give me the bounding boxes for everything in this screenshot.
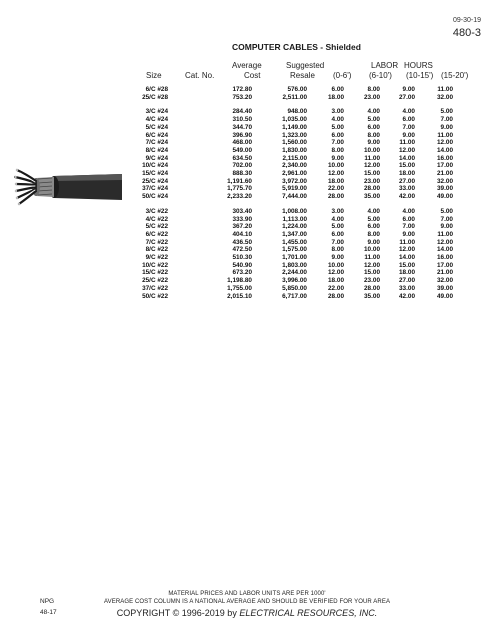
table-row xyxy=(128,132,453,140)
cell-l4: 14.00 xyxy=(437,146,453,154)
cell-cost: 1,191.60 xyxy=(227,177,252,185)
cell-l3: 14.00 xyxy=(399,154,415,162)
cell-cost: 888.30 xyxy=(232,170,252,178)
cell-l4: 5.00 xyxy=(440,108,453,116)
cell-resale: 5,919.00 xyxy=(282,185,307,193)
cell-l1: 18.00 xyxy=(328,177,344,185)
cell-resale: 948.00 xyxy=(287,108,307,116)
cell-l4: 7.00 xyxy=(440,215,453,223)
group-spacer-cell xyxy=(128,101,453,108)
cell-l1: 7.00 xyxy=(331,238,344,246)
column-header-size: Size xyxy=(146,71,162,80)
footer-note-average: AVERAGE COST COLUMN IS A NATIONAL AVERAGE AND SHOULD BE VERIFIED FOR YOUR AREA xyxy=(103,599,391,605)
cell-l1: 7.00 xyxy=(331,139,344,147)
table-row xyxy=(128,231,453,239)
cell-resale: 1,224.00 xyxy=(282,223,307,231)
cell-cost: 540.90 xyxy=(232,261,252,269)
cell-l1: 12.00 xyxy=(328,269,344,277)
cell-l1: 9.00 xyxy=(331,154,344,162)
cell-l3: 15.00 xyxy=(399,261,415,269)
table-row xyxy=(128,223,453,231)
table-row xyxy=(128,262,453,270)
table-row xyxy=(128,147,453,155)
cell-size: 8/C #24 xyxy=(145,146,168,154)
column-header-cost: Cost xyxy=(244,71,261,80)
cell-l2: 23.00 xyxy=(364,177,380,185)
cell-size: 25/C #24 xyxy=(142,177,168,185)
cell-size: 3/C #22 xyxy=(145,207,168,215)
column-header-suggested: Suggested xyxy=(286,61,325,70)
cell-l1: 6.00 xyxy=(331,131,344,139)
cell-resale: 1,803.00 xyxy=(282,261,307,269)
cell-resale: 2,511.00 xyxy=(282,93,307,101)
cell-size: 7/C #24 xyxy=(145,139,168,147)
table-row xyxy=(128,208,453,216)
cell-l3: 18.00 xyxy=(399,170,415,178)
table-row xyxy=(128,124,453,132)
cell-l2: 4.00 xyxy=(367,207,380,215)
cell-l1: 22.00 xyxy=(328,185,344,193)
cell-l3: 33.00 xyxy=(399,284,415,292)
cell-l2: 28.00 xyxy=(364,284,380,292)
copyright-prefix: COPYRIGHT © 1996-2019 by xyxy=(116,608,240,618)
cell-l2: 4.00 xyxy=(367,108,380,116)
cell-l4: 39.00 xyxy=(437,185,453,193)
cell-l2: 8.00 xyxy=(367,230,380,238)
cell-size: 25/C #22 xyxy=(142,277,168,285)
cell-l2: 5.00 xyxy=(367,116,380,124)
cell-cost: 468.00 xyxy=(232,139,252,147)
cell-resale: 1,347.00 xyxy=(282,230,307,238)
cell-l3: 11.00 xyxy=(399,238,415,246)
cell-cost: 472.50 xyxy=(232,246,252,254)
group-spacer-cell xyxy=(128,201,453,208)
column-header-resale: Resale xyxy=(290,71,315,80)
cell-l4: 21.00 xyxy=(437,170,453,178)
cell-l3: 12.00 xyxy=(399,146,415,154)
cell-l3: 4.00 xyxy=(402,108,415,116)
cell-size: 5/C #24 xyxy=(145,123,168,131)
cell-l4: 17.00 xyxy=(437,162,453,170)
cell-l2: 35.00 xyxy=(364,193,380,201)
column-header-labor-15-20: (15-20') xyxy=(441,71,469,80)
cell-resale: 2,961.00 xyxy=(282,170,307,178)
cell-cost: 549.00 xyxy=(232,146,252,154)
cell-l3: 42.00 xyxy=(399,292,415,300)
cell-l2: 11.00 xyxy=(364,254,380,262)
cell-l3: 27.00 xyxy=(399,277,415,285)
cell-l2: 8.00 xyxy=(367,131,380,139)
cell-l4: 9.00 xyxy=(440,223,453,231)
table-row xyxy=(128,254,453,262)
cell-l2: 23.00 xyxy=(364,277,380,285)
cell-resale: 1,560.00 xyxy=(282,139,307,147)
page-number: 480-3 xyxy=(452,27,481,39)
cell-l1: 6.00 xyxy=(331,86,344,93)
cell-cost: 310.50 xyxy=(232,116,252,124)
cell-l4: 32.00 xyxy=(437,93,453,101)
cell-l2: 9.00 xyxy=(367,238,380,246)
cell-cost: 436.50 xyxy=(232,238,252,246)
cell-l4: 12.00 xyxy=(437,238,453,246)
page-date: 09-30-19 xyxy=(452,17,481,24)
table-row xyxy=(128,116,453,124)
cell-l1: 12.00 xyxy=(328,170,344,178)
cell-size: 15/C #22 xyxy=(142,269,168,277)
table-row xyxy=(128,216,453,224)
cell-l4: 11.00 xyxy=(437,230,453,238)
cell-resale: 576.00 xyxy=(287,86,307,93)
cell-size: 25/C #28 xyxy=(142,93,168,101)
cell-l4: 5.00 xyxy=(440,207,453,215)
cell-l2: 10.00 xyxy=(364,146,380,154)
cell-l1: 28.00 xyxy=(328,292,344,300)
cell-l4: 17.00 xyxy=(437,261,453,269)
cell-l2: 5.00 xyxy=(367,215,380,223)
cell-size: 10/C #22 xyxy=(142,261,168,269)
table-row xyxy=(128,94,453,102)
cell-l1: 5.00 xyxy=(331,123,344,131)
cell-resale: 3,972.00 xyxy=(282,177,307,185)
cell-resale: 1,035.00 xyxy=(282,116,307,124)
column-header-labor: LABOR xyxy=(371,61,399,70)
cell-l4: 39.00 xyxy=(437,284,453,292)
cell-resale: 1,008.00 xyxy=(282,207,307,215)
cell-resale: 1,455.00 xyxy=(282,238,307,246)
cell-cost: 753.20 xyxy=(232,93,252,101)
cell-cost: 404.10 xyxy=(232,230,252,238)
cell-l3: 14.00 xyxy=(399,254,415,262)
cell-l2: 12.00 xyxy=(364,261,380,269)
cell-l3: 11.00 xyxy=(399,139,415,147)
cell-cost: 510.30 xyxy=(232,254,252,262)
cell-cost: 284.40 xyxy=(232,108,252,116)
table-row xyxy=(128,155,453,163)
price-table xyxy=(128,86,453,300)
cell-l2: 10.00 xyxy=(364,246,380,254)
cell-cost: 303.40 xyxy=(232,207,252,215)
cell-l3: 9.00 xyxy=(402,230,415,238)
cell-l1: 8.00 xyxy=(331,146,344,154)
cell-l1: 28.00 xyxy=(328,193,344,201)
cell-size: 10/C #24 xyxy=(142,162,168,170)
cell-l2: 11.00 xyxy=(364,154,380,162)
cell-size: 9/C #22 xyxy=(145,254,168,262)
cell-l4: 16.00 xyxy=(437,254,453,262)
cell-cost: 1,775.70 xyxy=(227,185,252,193)
cell-cost: 1,755.00 xyxy=(227,284,252,292)
cell-l1: 4.00 xyxy=(331,215,344,223)
column-header-cat-no: Cat. No. xyxy=(185,71,215,80)
cell-cost: 2,015.10 xyxy=(227,292,252,300)
cell-cost: 673.20 xyxy=(232,269,252,277)
table-row xyxy=(128,285,453,293)
cell-l2: 15.00 xyxy=(364,170,380,178)
cell-l1: 18.00 xyxy=(328,277,344,285)
cell-resale: 2,340.00 xyxy=(282,162,307,170)
table-row xyxy=(128,108,453,116)
cell-resale: 7,444.00 xyxy=(282,193,307,201)
shielded-cable-icon xyxy=(14,164,126,210)
column-header-hours: HOURS xyxy=(404,61,433,70)
cell-size: 3/C #24 xyxy=(145,108,168,116)
cell-cost: 1,198.80 xyxy=(227,277,252,285)
cell-resale: 1,149.00 xyxy=(282,123,307,131)
cell-cost: 344.70 xyxy=(232,123,252,131)
cell-size: 4/C #24 xyxy=(145,116,168,124)
column-header-average: Average xyxy=(232,61,262,70)
table-row xyxy=(128,170,453,178)
cell-l2: 12.00 xyxy=(364,162,380,170)
cell-resale: 1,830.00 xyxy=(282,146,307,154)
cell-l4: 21.00 xyxy=(437,269,453,277)
cell-l4: 16.00 xyxy=(437,154,453,162)
cell-cost: 172.80 xyxy=(232,86,252,93)
cell-l2: 28.00 xyxy=(364,185,380,193)
cell-l1: 10.00 xyxy=(328,162,344,170)
cell-size: 9/C #24 xyxy=(145,154,168,162)
cell-l1: 9.00 xyxy=(331,254,344,262)
cell-resale: 1,701.00 xyxy=(282,254,307,262)
cell-l4: 49.00 xyxy=(437,292,453,300)
cell-cost: 333.90 xyxy=(232,215,252,223)
cell-resale: 2,115.00 xyxy=(282,154,307,162)
cell-l2: 35.00 xyxy=(364,292,380,300)
cell-cost: 396.90 xyxy=(232,131,252,139)
cell-l3: 6.00 xyxy=(402,215,415,223)
footer-note-units: MATERIAL PRICES AND LABOR UNITS ARE PER 1000' xyxy=(168,591,326,597)
table-row xyxy=(128,139,453,147)
cell-resale: 1,575.00 xyxy=(282,246,307,254)
cell-size: 50/C #22 xyxy=(142,292,168,300)
cell-l2: 6.00 xyxy=(367,123,380,131)
cell-cost: 702.00 xyxy=(232,162,252,170)
table-row xyxy=(128,162,453,170)
cell-size: 37/C #22 xyxy=(142,284,168,292)
cell-resale: 1,113.00 xyxy=(282,215,307,223)
cell-l2: 15.00 xyxy=(364,269,380,277)
cell-size: 5/C #22 xyxy=(145,223,168,231)
table-row xyxy=(128,193,453,201)
cell-l1: 5.00 xyxy=(331,223,344,231)
cell-l3: 7.00 xyxy=(402,123,415,131)
cell-size: 7/C #22 xyxy=(145,238,168,246)
cell-resale: 6,717.00 xyxy=(282,292,307,300)
cell-l4: 14.00 xyxy=(437,246,453,254)
cell-l2: 23.00 xyxy=(364,93,380,101)
table-row xyxy=(128,185,453,193)
cell-size: 37/C #24 xyxy=(142,185,168,193)
footer-copyright xyxy=(0,608,494,618)
table-row xyxy=(128,277,453,285)
cell-l3: 33.00 xyxy=(399,185,415,193)
cell-l3: 15.00 xyxy=(399,162,415,170)
cell-l1: 4.00 xyxy=(331,116,344,124)
cell-size: 50/C #24 xyxy=(142,193,168,201)
cell-l1: 3.00 xyxy=(331,207,344,215)
table-row xyxy=(128,239,453,247)
cell-l4: 9.00 xyxy=(440,123,453,131)
cell-l4: 11.00 xyxy=(437,131,453,139)
cell-l3: 18.00 xyxy=(399,269,415,277)
cell-size: 6/C #24 xyxy=(145,131,168,139)
cell-cost: 634.50 xyxy=(232,154,252,162)
cell-l4: 12.00 xyxy=(437,139,453,147)
page-title-text: COMPUTER CABLES - Shielded xyxy=(232,42,361,52)
cell-l3: 42.00 xyxy=(399,193,415,201)
column-header-labor-6-10: (6-10') xyxy=(369,71,392,80)
cell-l1: 6.00 xyxy=(331,230,344,238)
cell-cost: 2,233.20 xyxy=(227,193,252,201)
cell-l4: 49.00 xyxy=(437,193,453,201)
cell-l3: 12.00 xyxy=(399,246,415,254)
cell-l4: 32.00 xyxy=(437,277,453,285)
cell-l3: 27.00 xyxy=(399,177,415,185)
cell-resale: 3,996.00 xyxy=(282,277,307,285)
column-header-labor-0-6: (0-6') xyxy=(333,71,352,80)
cell-l1: 22.00 xyxy=(328,284,344,292)
cell-l3: 7.00 xyxy=(402,223,415,231)
table-row xyxy=(128,86,453,94)
cell-l1: 10.00 xyxy=(328,261,344,269)
cell-size: 8/C #22 xyxy=(145,246,168,254)
cell-l4: 11.00 xyxy=(437,86,453,93)
table-row xyxy=(128,269,453,277)
cell-l3: 4.00 xyxy=(402,207,415,215)
cell-resale: 2,244.00 xyxy=(282,269,307,277)
cell-l4: 7.00 xyxy=(440,116,453,124)
cell-l2: 8.00 xyxy=(367,86,380,93)
cell-size: 6/C #22 xyxy=(145,230,168,238)
cell-l1: 8.00 xyxy=(331,246,344,254)
cell-resale: 5,850.00 xyxy=(282,284,307,292)
copyright-company: ELECTRICAL RESOURCES, INC. xyxy=(239,608,378,618)
cell-l3: 9.00 xyxy=(402,86,415,93)
cell-size: 4/C #22 xyxy=(145,215,168,223)
group-spacer xyxy=(128,101,453,108)
column-header-labor-10-15: (10-15') xyxy=(406,71,434,80)
cell-l1: 18.00 xyxy=(328,93,344,101)
cell-l2: 6.00 xyxy=(367,223,380,231)
table-row xyxy=(128,246,453,254)
cell-size: 6/C #28 xyxy=(145,86,168,93)
cell-cost: 367.20 xyxy=(232,223,252,231)
cell-l2: 9.00 xyxy=(367,139,380,147)
npg-label: NPG xyxy=(40,598,55,605)
cell-l3: 6.00 xyxy=(402,116,415,124)
table-row xyxy=(128,293,453,301)
cell-resale: 1,323.00 xyxy=(282,131,307,139)
table-row xyxy=(128,178,453,186)
cell-l4: 32.00 xyxy=(437,177,453,185)
cell-l1: 3.00 xyxy=(331,108,344,116)
cell-l3: 9.00 xyxy=(402,131,415,139)
npg-page-number: 48-17 xyxy=(40,609,57,616)
cell-size: 15/C #24 xyxy=(142,170,168,178)
group-spacer xyxy=(128,201,453,208)
cell-l3: 27.00 xyxy=(399,93,415,101)
